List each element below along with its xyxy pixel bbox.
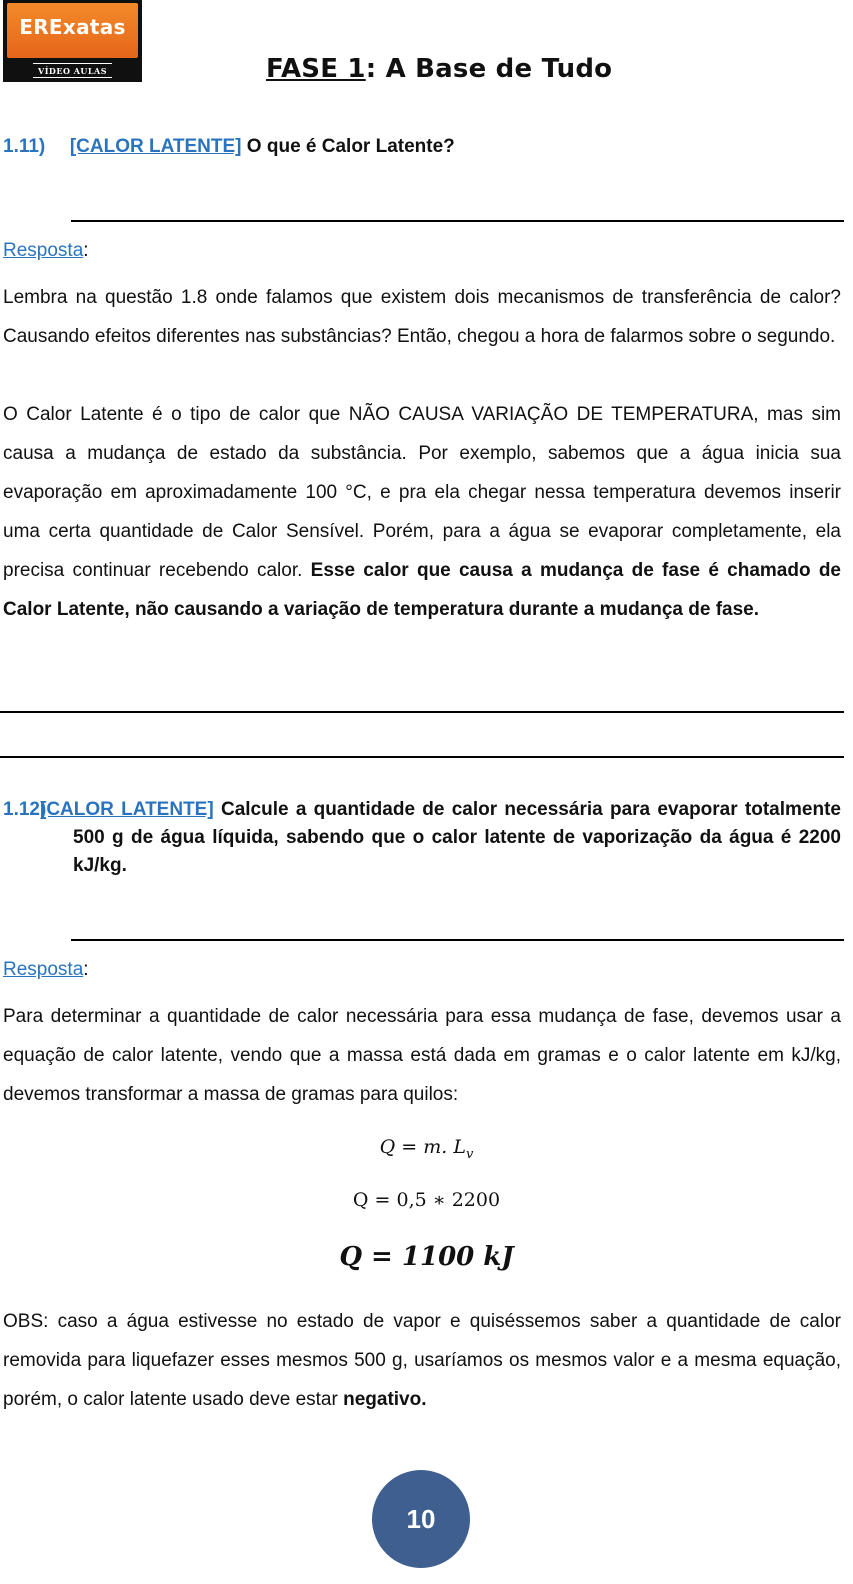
answer-label[interactable]: Resposta	[3, 240, 84, 261]
answer-label-wrap	[3, 959, 89, 981]
answer-paragraph: Lembra na questão 1.8 onde falamos que existem dois mecanismos de transferência de calor? Causando efeitos diferentes nas substâncias? Então, chegou a hora de falarmos sobre o segundo.	[3, 287, 841, 347]
question-number: 1.11)	[3, 136, 46, 157]
equation-formula	[0, 1136, 853, 1162]
equation-subscript: v	[465, 1146, 474, 1162]
answer-colon: :	[83, 959, 89, 980]
logo-brand-text: ERExatas	[19, 15, 126, 39]
page-number: 10	[406, 1504, 436, 1534]
separator-line	[0, 711, 844, 713]
answer-paragraph-highlight: Esse calor que causa a mudança de fase é chamado de Calor Latente, não causando a variação de temperatura durante a mudança de fase.	[3, 560, 842, 620]
question-body	[40, 796, 841, 880]
observation-text: OBS: caso a água estivesse no estado de vapor e quiséssemos saber a quantidade de calor removida para liquefazer esses mesmos 500 g, usaríamos os mesmos valor e a mesma equação, porém, o calor latente usado deve estar	[3, 1311, 841, 1410]
equation-formula-text: Q = m. L	[379, 1136, 466, 1158]
answer-colon: :	[83, 240, 89, 261]
answer-label-wrap	[3, 240, 89, 262]
topic-link[interactable]: [CALOR LATENTE]	[69, 136, 242, 157]
logo-tagline: VÍDEO AULAS	[37, 66, 108, 76]
page-title-rest: : A Base de Tudo	[365, 54, 613, 84]
page-title	[266, 54, 612, 84]
question-1-11	[3, 133, 843, 161]
observation-paragraph	[3, 1302, 841, 1419]
separator-line	[71, 220, 844, 222]
answer-paragraph: Para determinar a quantidade de calor necessária para essa mudança de fase, devemos usar a equação de calor latente, vendo que a massa está dada em gramas e o calor latente em kJ/kg, devemos transformar a massa de gramas para quilos:	[3, 1006, 841, 1105]
answer-paragraph	[3, 395, 841, 629]
question-text: O que é Calor Latente?	[241, 136, 455, 157]
question-number: 1.12)	[3, 799, 47, 820]
page-title-phase: FASE 1	[266, 54, 366, 84]
logo-divider-bottom	[33, 77, 112, 78]
separator-line	[71, 939, 844, 941]
observation-highlight: negativo.	[343, 1389, 427, 1410]
question-1-12	[3, 796, 841, 880]
page-number-badge	[372, 1470, 470, 1568]
answer-label[interactable]: Resposta	[3, 959, 84, 980]
equation-substitution: Q = 0,5 ∗ 2200	[352, 1189, 501, 1211]
separator-line	[0, 756, 844, 758]
question-text: Calcule a quantidade de calor necessária para evaporar totalmente 500 g de água líquida, sabendo que o calor latente de vaporização da água é 2200 kJ/kg.	[73, 799, 841, 876]
logo	[3, 0, 142, 82]
topic-link[interactable]: [CALOR LATENTE]	[40, 799, 214, 820]
equation-result: Q = 1100 kJ	[339, 1242, 514, 1272]
logo-divider-top	[33, 63, 112, 64]
answer-paragraph-text: O Calor Latente é o tipo de calor que NÃO CAUSA VARIAÇÃO DE TEMPERATURA, mas sim causa a mudança de estado da substância. Por exemplo, sabemos que a água inicia sua evaporação em aproximadamente 100 °C, e pra ela chegar nessa temperatura devemos inserir uma certa quantidade de Calor Sensível. Porém, para a água se evaporar completamente, ela precisa continuar recebendo calor.	[3, 404, 841, 581]
